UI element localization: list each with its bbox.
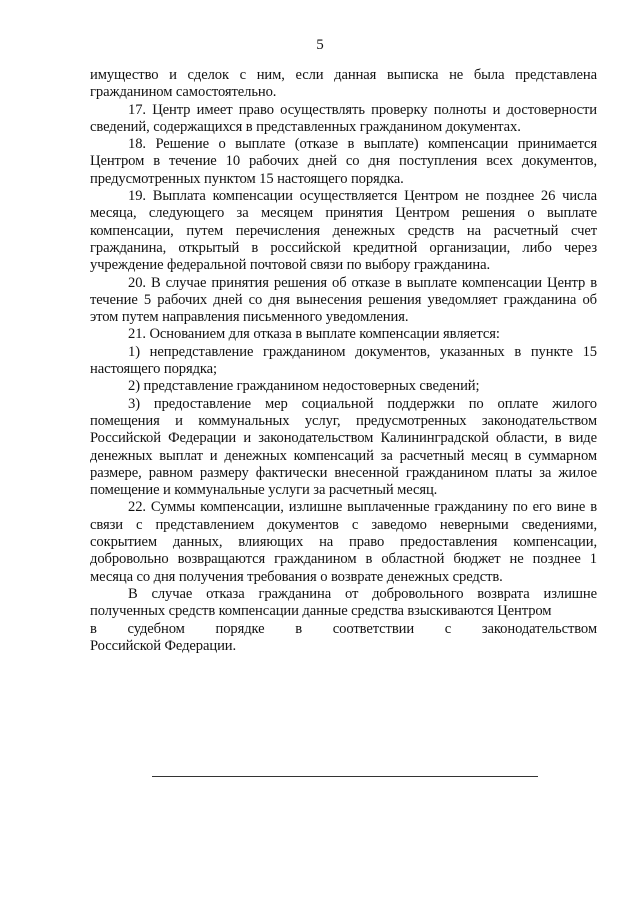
final-word-1: в: [90, 620, 97, 637]
final-word-4: в: [295, 620, 303, 637]
paragraph-18: 18. Решение о выплате (отказе в выплате) компенсации принимается Центром в течение 10 рабочих дней со дня поступления всех документов, предусмотренных пунктом 15 настоящего порядка.: [90, 136, 597, 187]
paragraph-21: 21. Основанием для отказа в выплате компенсации является:: [128, 326, 500, 343]
document-body: [90, 67, 597, 655]
final-word-7: законодательством: [481, 620, 597, 637]
paragraph-final: В случае отказа гражданина от добровольного возврата излишне полученных средств компенсации данные средства взыскиваются Центром: [90, 585, 597, 620]
paragraph-21-item-3: 3) предоставление мер социальной поддержки по оплате жилого помещения и коммунальных услуг, предусмотренных законодательством Российской Федерации и законодательством Калининградской области, в виде денежных выплат и денежных компенсаций за расчетный месяц в суммарном размере, равном размеру фактически внесенной гражданином платы за жилое помещение и коммунальные услуги за расчетный месяц.: [90, 395, 597, 499]
page-number: 5: [316, 37, 324, 53]
final-word-3: порядке: [215, 620, 265, 637]
paragraph-continuation: имущество и сделок с ним, если данная выписка не была представлена гражданином самостоятельно.: [90, 67, 597, 101]
paragraph-final-spread-line: [90, 621, 597, 638]
final-word-2: судебном: [127, 620, 185, 637]
paragraph-19: 19. Выплата компенсации осуществляется Центром не позднее 26 числа месяца, следующего за месяцем принятия Центром решения о выплате компенсации, путем перечисления денежных средств на расчетный счет гражданина, открытый в российской кредитной организации, либо через учреждение федеральной почтовой связи по выбору гражданина.: [90, 188, 597, 274]
separator-line: [152, 776, 538, 777]
paragraph-20: 20. В случае принятия решения об отказе в выплате компенсации Центр в течение 5 рабочих дней со дня вынесения решения уведомляет гражданина об этом путем направления письменного уведомления.: [90, 274, 597, 326]
paragraph-17: 17. Центр имеет право осуществлять проверку полноты и достоверности сведений, содержащихся в представленных гражданином документах.: [90, 101, 597, 135]
final-word-5: соответствии: [332, 620, 415, 637]
paragraph-21-item-1: 1) непредставление гражданином документов, указанных в пункте 15 настоящего порядка;: [90, 343, 597, 378]
paragraph-final-end: Российской Федерации.: [90, 637, 237, 654]
final-word-6: с: [444, 620, 452, 637]
paragraph-21-item-2: 2) представление гражданином недостоверных сведений;: [128, 378, 480, 395]
paragraph-22: 22. Суммы компенсации, излишне выплаченные гражданину по его вине в связи с представлением документов с заведомо неверными сведениями, сокрытием данных, влияющих на право предоставления компенсации, добровольно возвращаются гражданином в областной бюджет не позднее 1 месяца со дня получения требования о возврате денежных средств.: [90, 499, 597, 585]
